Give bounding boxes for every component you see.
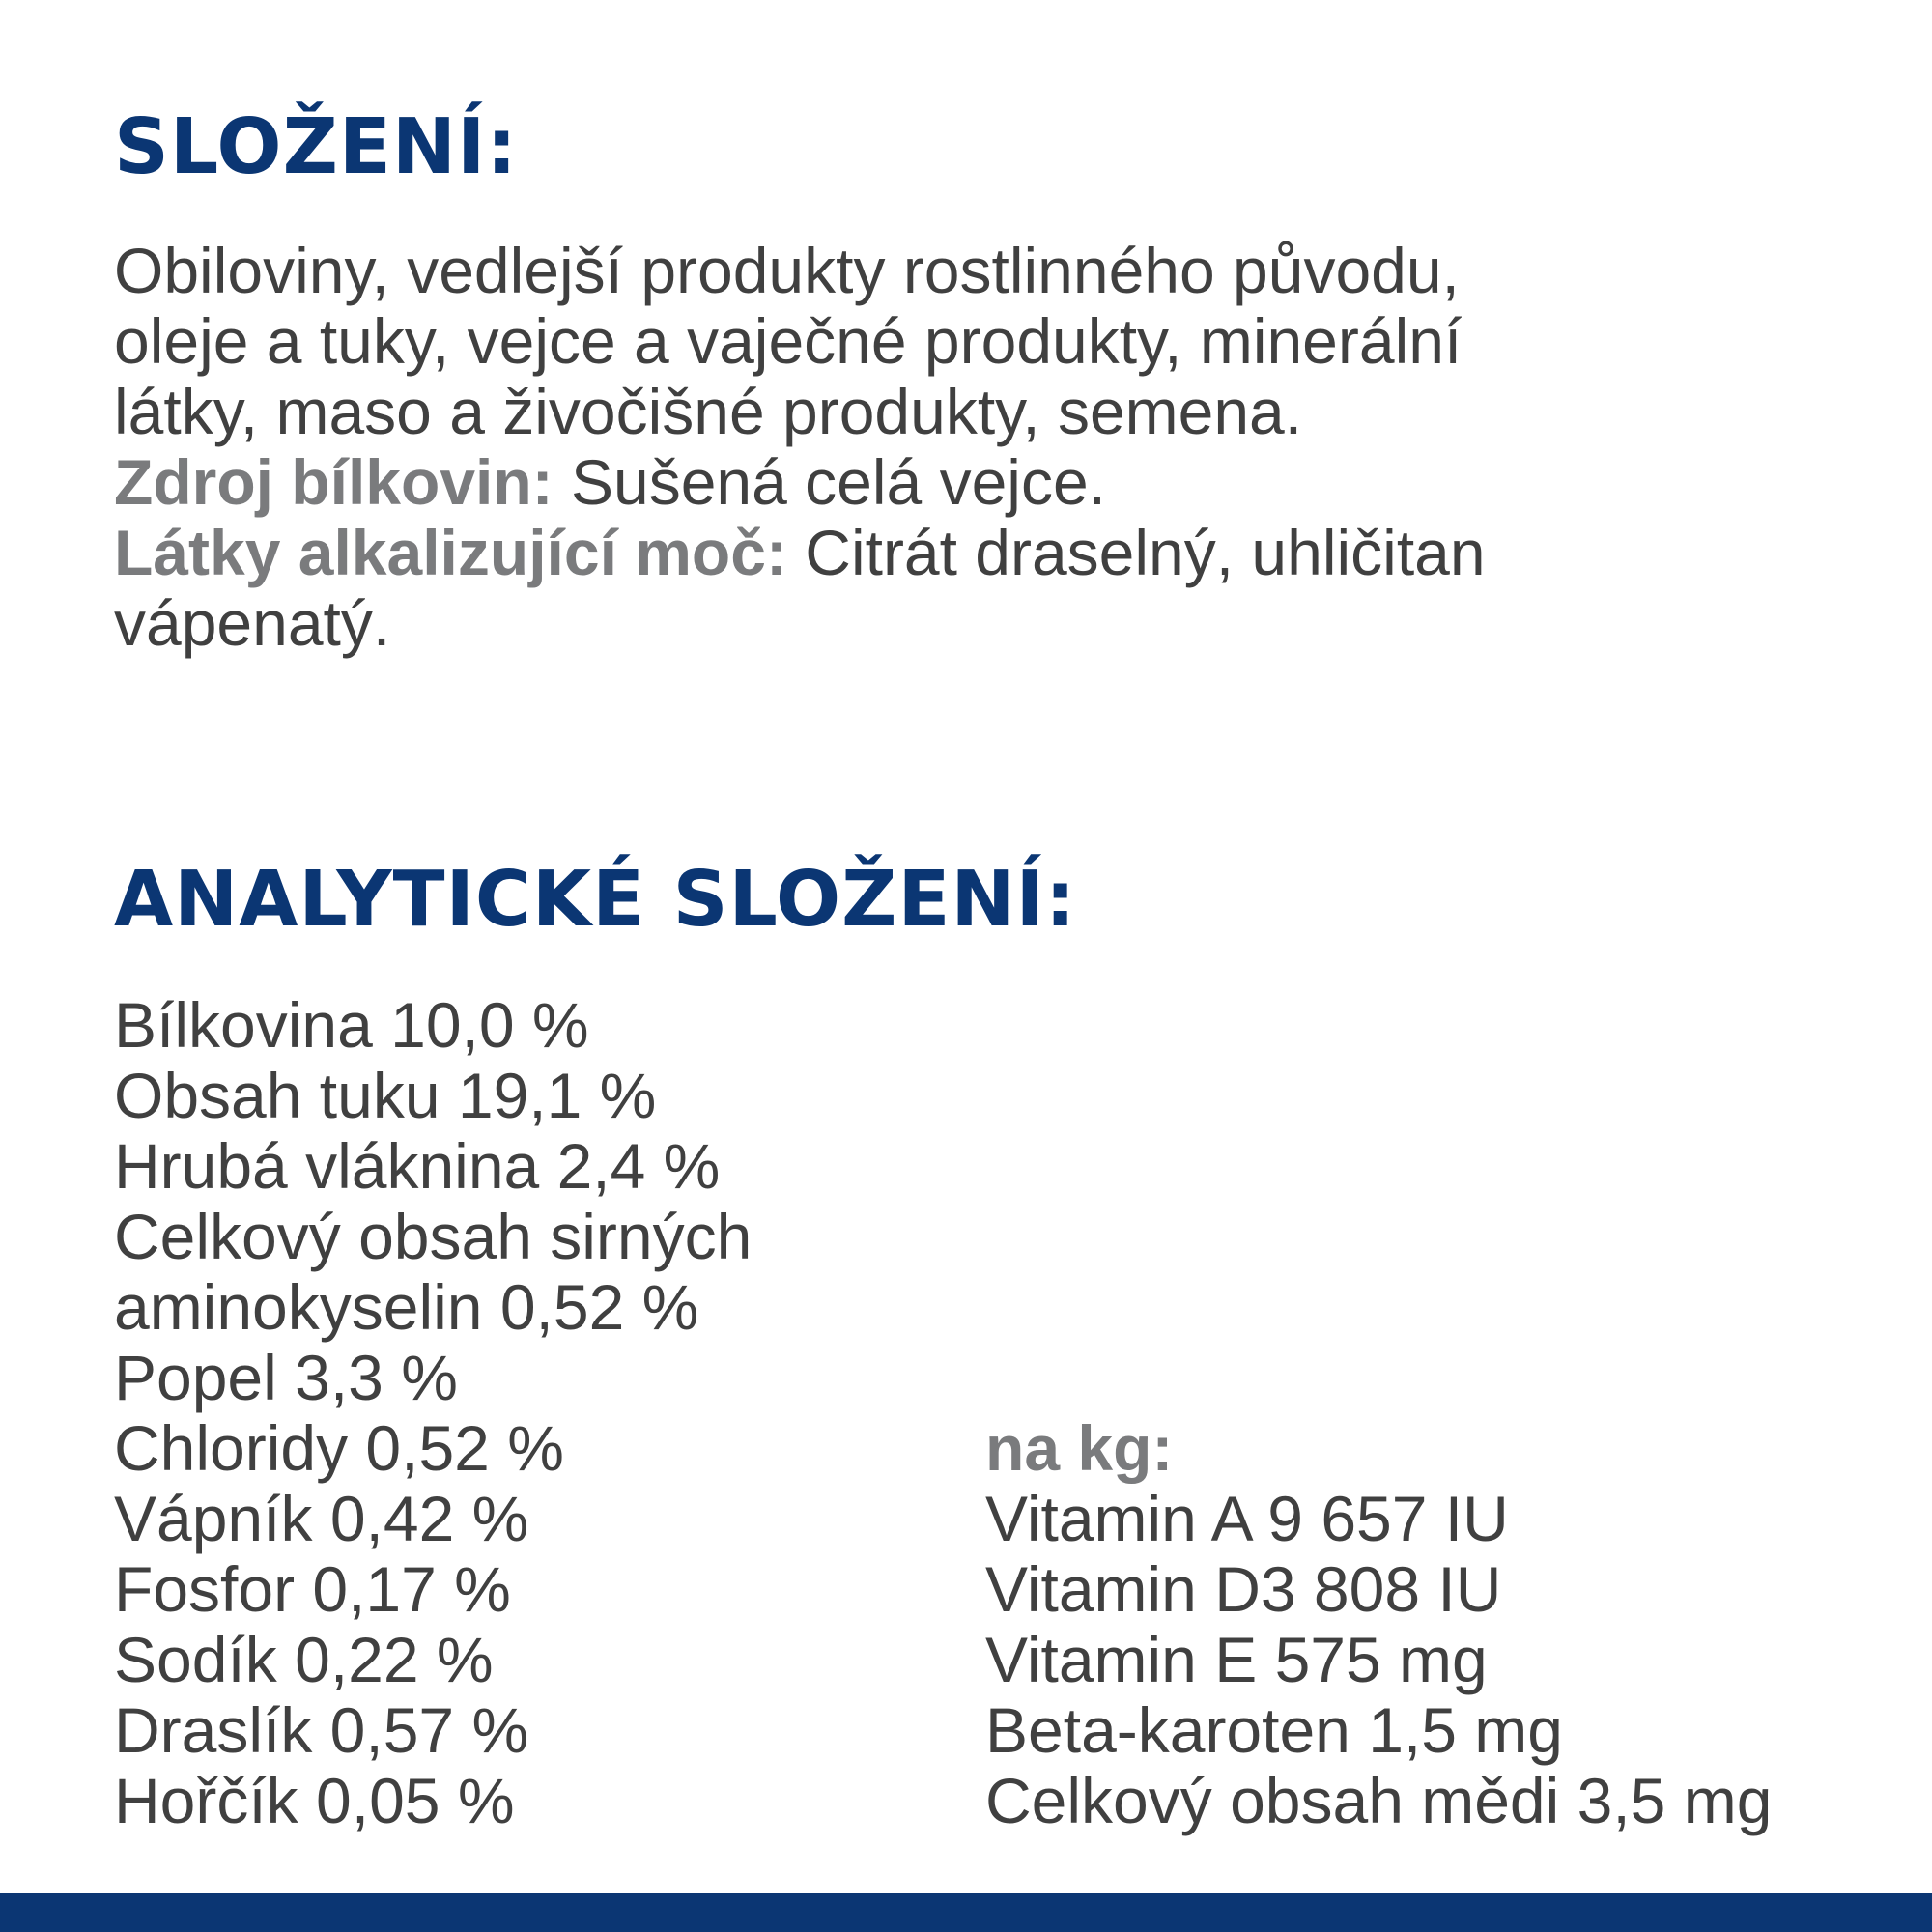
- alkalizing-line: [114, 518, 1853, 588]
- analysis-item: Fosfor 0,17 %: [114, 1553, 511, 1625]
- per-kg-list: [985, 1413, 1772, 1836]
- ingredients-line: látky, maso a živočišné produkty, semena.: [114, 376, 1303, 447]
- analytical-heading: ANALYTICKÉ SLOŽENÍ:: [114, 855, 1077, 944]
- per-kg-item: Vitamin A 9 657 IU: [985, 1483, 1509, 1554]
- per-kg-item: Vitamin E 575 mg: [985, 1624, 1488, 1695]
- alkalizing-label: Látky alkalizující moč:: [114, 517, 787, 588]
- per-kg-title: na kg:: [985, 1412, 1174, 1484]
- analysis-item: Sodík 0,22 %: [114, 1624, 494, 1695]
- alkalizing-line-cont: vápenatý.: [114, 587, 391, 659]
- analysis-item: Hořčík 0,05 %: [114, 1765, 515, 1836]
- ingredients-line: Obiloviny, vedlejší produkty rostlinného původu,: [114, 235, 1460, 306]
- analysis-item: Chloridy 0,52 %: [114, 1412, 564, 1484]
- protein-source-line: [114, 447, 1853, 518]
- ingredients-heading: SLOŽENÍ:: [114, 102, 518, 191]
- analysis-item: Hrubá vláknina 2,4 %: [114, 1130, 721, 1202]
- bottom-bar: [0, 1893, 1932, 1932]
- analysis-item: Vápník 0,42 %: [114, 1483, 529, 1554]
- analysis-item: Draslík 0,57 %: [114, 1694, 529, 1766]
- analysis-item: Celkový obsah sirných: [114, 1201, 753, 1272]
- per-kg-item: Celkový obsah mědi 3,5 mg: [985, 1765, 1773, 1836]
- per-kg-item: Beta-karoten 1,5 mg: [985, 1694, 1563, 1766]
- analysis-list: [114, 990, 752, 1836]
- ingredients-text: [114, 236, 1853, 659]
- analysis-item: Popel 3,3 %: [114, 1342, 458, 1413]
- protein-source-value: Sušená celá vejce.: [553, 446, 1106, 518]
- analysis-item: Bílkovina 10,0 %: [114, 989, 589, 1061]
- analysis-item: aminokyselin 0,52 %: [114, 1271, 699, 1343]
- analysis-item: Obsah tuku 19,1 %: [114, 1060, 657, 1131]
- protein-source-label: Zdroj bílkovin:: [114, 446, 554, 518]
- per-kg-item: Vitamin D3 808 IU: [985, 1553, 1502, 1625]
- ingredients-line: oleje a tuky, vejce a vaječné produkty, minerální: [114, 305, 1463, 377]
- alkalizing-value: Citrát draselný, uhličitan: [786, 517, 1486, 588]
